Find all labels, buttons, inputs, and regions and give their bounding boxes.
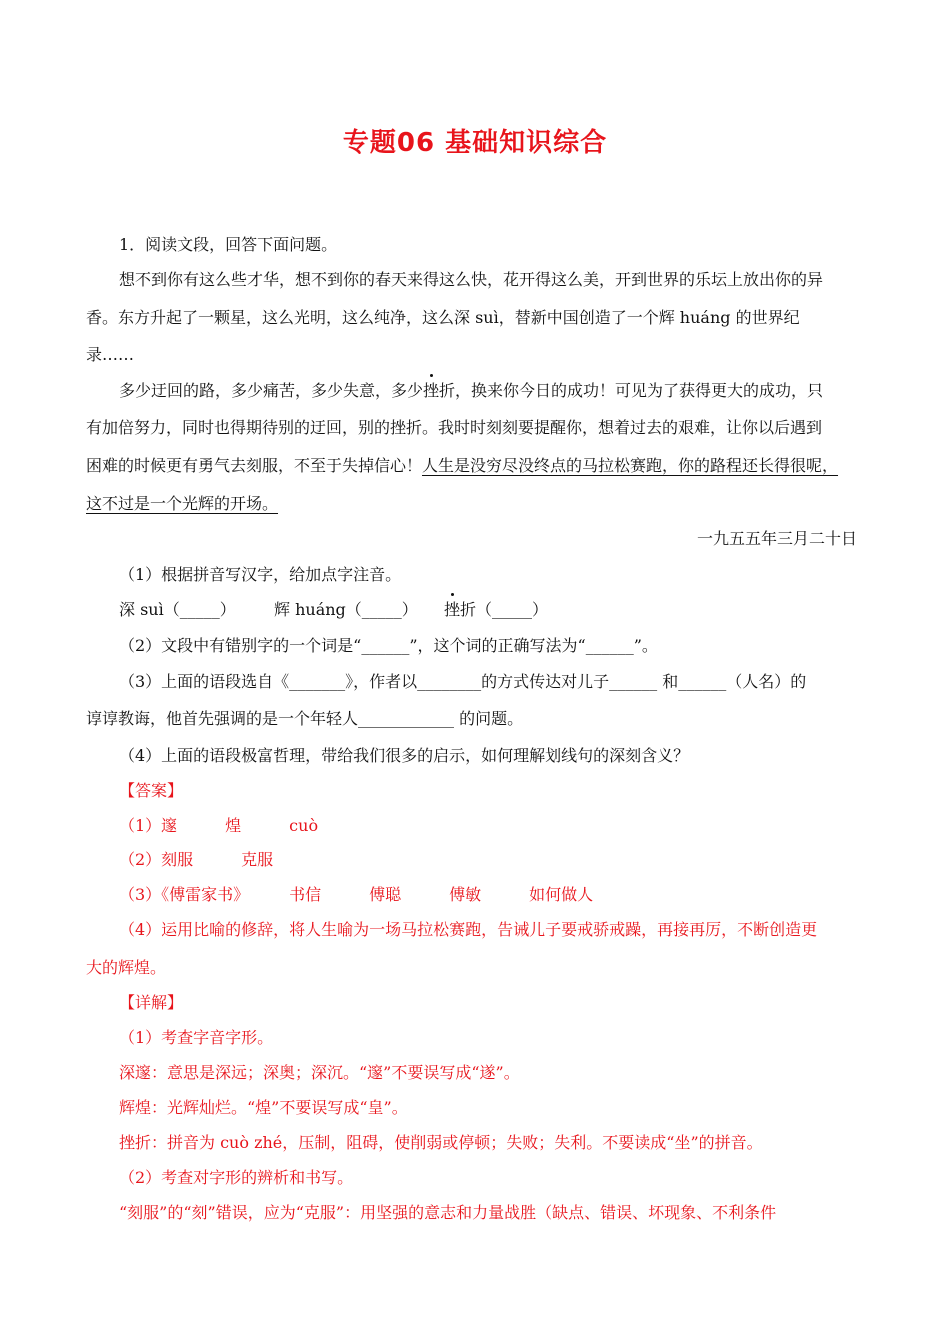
blank-text: 折（_____） (460, 600, 549, 619)
detail-2-a: “刻服”的“刻”错误，应为“克服”：用坚强的意志和力量战胜（缺点、错误、坏现象、不利条件 (119, 1203, 777, 1222)
underlined-sentence: 这不过是一个光辉的开场。 (86, 494, 279, 513)
detail-1: （1）考查字音字形。 (119, 1028, 274, 1047)
sub-question-3: （3）上面的语段选自《_______》，作者以________的方式传达对儿子______ 和______（人名）的 (119, 672, 807, 691)
passage-line: 有加倍努力，同时也得期待别的迂回，别的挫折。我时时刻刻要提醒你，想着过去的艰难，让你以后遇到 (86, 418, 823, 437)
dotted-char: 挫 (423, 381, 440, 400)
blank-item: 深 suì（_____） (119, 600, 236, 619)
answer-3: （3）《傅雷家书》 书信 傅聪 傅敏 如何做人 (119, 885, 594, 904)
answer-4-cont: 大的辉煌。 (86, 958, 167, 977)
underlined-sentence: 人生是没穷尽没终点的马拉松赛跑，你的路程还长得很呢， (422, 456, 839, 475)
answer-label: 【答案】 (119, 781, 184, 800)
detail-1-c: 挫折：拼音为 cuò zhé，压制，阻碍，使削弱或停顿；失败；失利。不要读成“坐”的拼音。 (119, 1133, 763, 1152)
passage-line (86, 494, 278, 514)
dotted-char: 挫 (444, 600, 461, 619)
passage-line (119, 381, 823, 401)
detail-label: 【详解】 (119, 993, 184, 1012)
passage-line (86, 456, 838, 476)
page-title: 专题06 基础知识综合 (342, 128, 608, 158)
passage-line: 录…… (86, 345, 135, 364)
sub-question-3-cont: 谆谆教诲，他首先强调的是一个年轻人____________ 的问题。 (86, 709, 524, 728)
sub-question-4: （4）上面的语段极富哲理，带给我们很多的启示，如何理解划线句的深刻含义？ (119, 746, 690, 765)
detail-1-a: 深邃：意思是深远；深奥；深沉。“邃”不要误写成“遂”。 (119, 1063, 520, 1082)
blank-item (444, 600, 548, 620)
letter-date: 一九五五年三月二十日 (697, 529, 858, 548)
answer-1: （1）邃 煌 cuò (119, 816, 319, 835)
detail-2: （2）考查对字形的辨析和书写。 (119, 1168, 354, 1187)
detail-1-b: 辉煌：光辉灿烂。“煌”不要误写成“皇”。 (119, 1098, 408, 1117)
passage-line: 香。东方升起了一颗星，这么光明，这么纯净，这么深 suì，替新中国创造了一个辉 huáng 的世界纪 (86, 308, 800, 327)
sub-question-2: （2）文段中有错别字的一个词是“______”，这个词的正确写法为“______”。 (119, 636, 658, 655)
passage-text: 困难的时候更有勇气去刻服，不至于失掉信心！ (86, 456, 423, 475)
sub-question-1: （1）根据拼音写汉字，给加点字注音。 (119, 565, 402, 584)
question-intro: 1．阅读文段，回答下面问题。 (119, 235, 338, 254)
answer-4: （4）运用比喻的修辞，将人生喻为一场马拉松赛跑，告诫儿子要戒骄戒躁，再接再厉，不断创造更 (119, 920, 818, 939)
blank-item: 辉 huáng（_____） (274, 600, 418, 619)
passage-text: 多少迂回的路，多少痛苦，多少失意，多少 (119, 381, 424, 400)
passage-text: 折，换来你今日的成功！可见为了获得更大的成功，只 (439, 381, 824, 400)
answer-2: （2）刻服 克服 (119, 850, 274, 869)
passage-line: 想不到你有这么些才华，想不到你的春天来得这么快，花开得这么美，开到世界的乐坛上放出你的异 (119, 270, 824, 289)
